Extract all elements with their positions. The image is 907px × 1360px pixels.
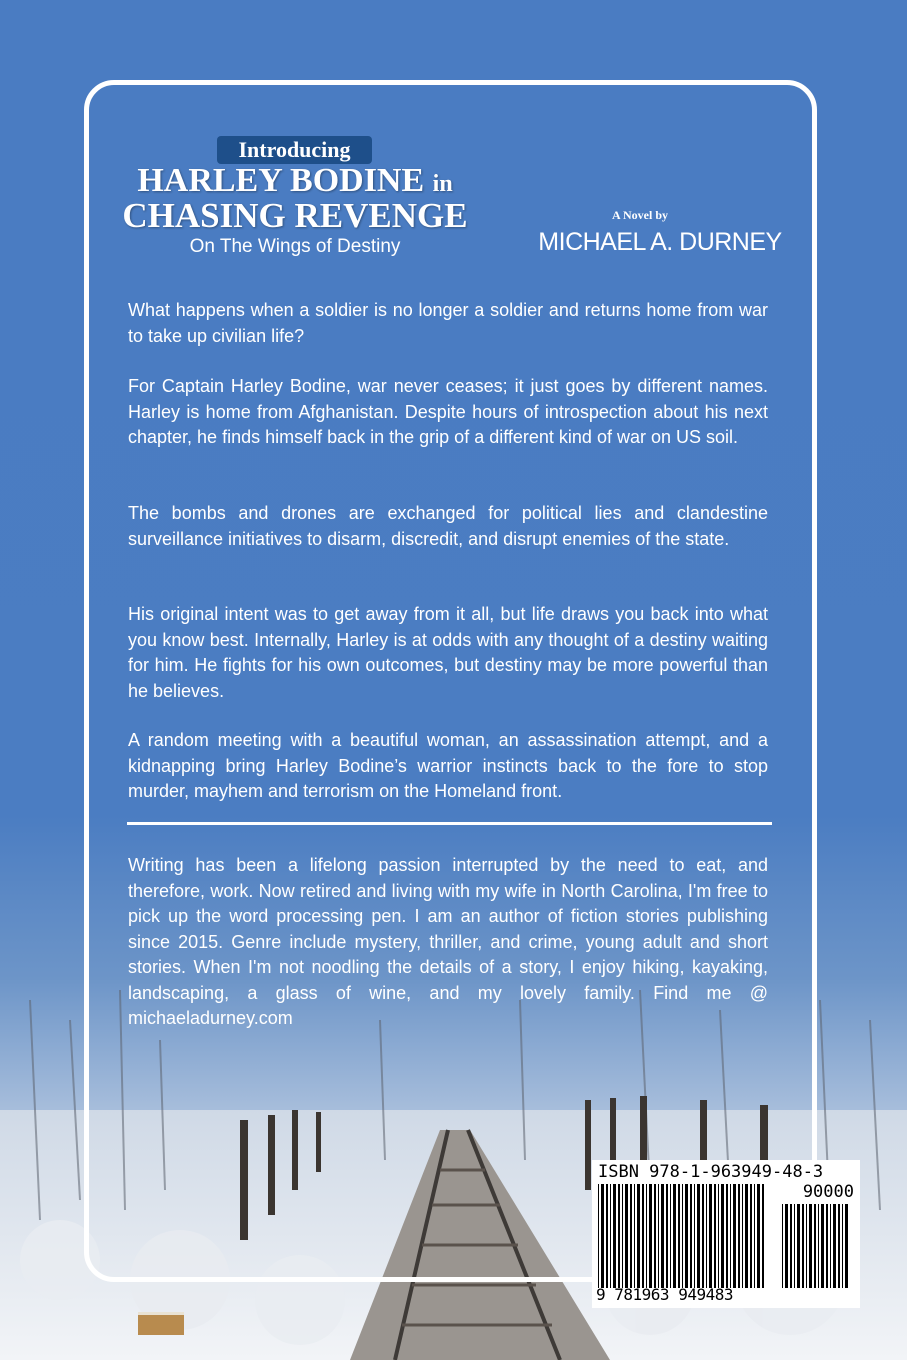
novel-by-label: A Novel by [611, 208, 668, 222]
isbn-label: ISBN 978-1-963949-48-3 [598, 1162, 824, 1182]
plaque-decoration [138, 1312, 184, 1335]
barcode-number: 9 781963 949483 [596, 1285, 733, 1304]
blurb-paragraph: For Captain Harley Bodine, war never ceases; it just goes by different names. Harley is home from Afghanistan. Despite hours of introspection about his next chapter, he finds himself back in the grip of a different kind of war on US soil. [128, 376, 768, 447]
subtitle: On The Wings of Destiny [189, 236, 401, 257]
section-divider [127, 822, 772, 825]
barcode-bars-icon [598, 1184, 768, 1288]
title-line-1 [110, 162, 480, 200]
blurb-paragraph: A random meeting with a beautiful woman, an assassination attempt, and a kidnapping bring Harley Bodine’s warrior instincts back to the fore to stop murder, mayhem and terrorism on the Homeland front. [128, 730, 768, 801]
barcode-addon-bars-icon [782, 1204, 852, 1288]
introducing-badge: Introducing [217, 136, 372, 164]
isbn-barcode-box [592, 1160, 860, 1308]
title-line-2: CHASING REVENGE [122, 196, 468, 235]
author-bio: Writing has been a lifelong passion interrupted by the need to eat, and therefore, work. Now retired and living with my wife in North Carolina, I'm free to pick up the word processing pen. I am an author of fiction stories publishing since 2015. Genre include mystery, thriller, and crime, young adult and short stories. When I'm not noodling the details of a story, I enjoy hiking, kayaking, landscaping, a glass of wine, and my lovely family. Find me @ michaeladurney.com [128, 855, 768, 1028]
blurb-paragraph: What happens when a soldier is no longer a soldier and returns home from war to take up civilian life? [128, 300, 768, 346]
title-connector: in [432, 171, 453, 197]
blurb-paragraph: The bombs and drones are exchanged for political lies and clandestine surveillance initiatives to disarm, discredit, and disrupt enemies of the state. [128, 503, 768, 549]
price-code: 90000 [802, 1182, 854, 1202]
blurb-paragraph: His original intent was to get away from it all, but life draws you back into what you know best. Internally, Harley is at odds with any thought of a destiny waiting for him. He fights for his own outcomes, but destiny may be more powerful than he believes. [128, 604, 768, 701]
author-name: MICHAEL A. DURNEY [538, 228, 782, 256]
title-main: HARLEY BODINE [137, 162, 425, 199]
